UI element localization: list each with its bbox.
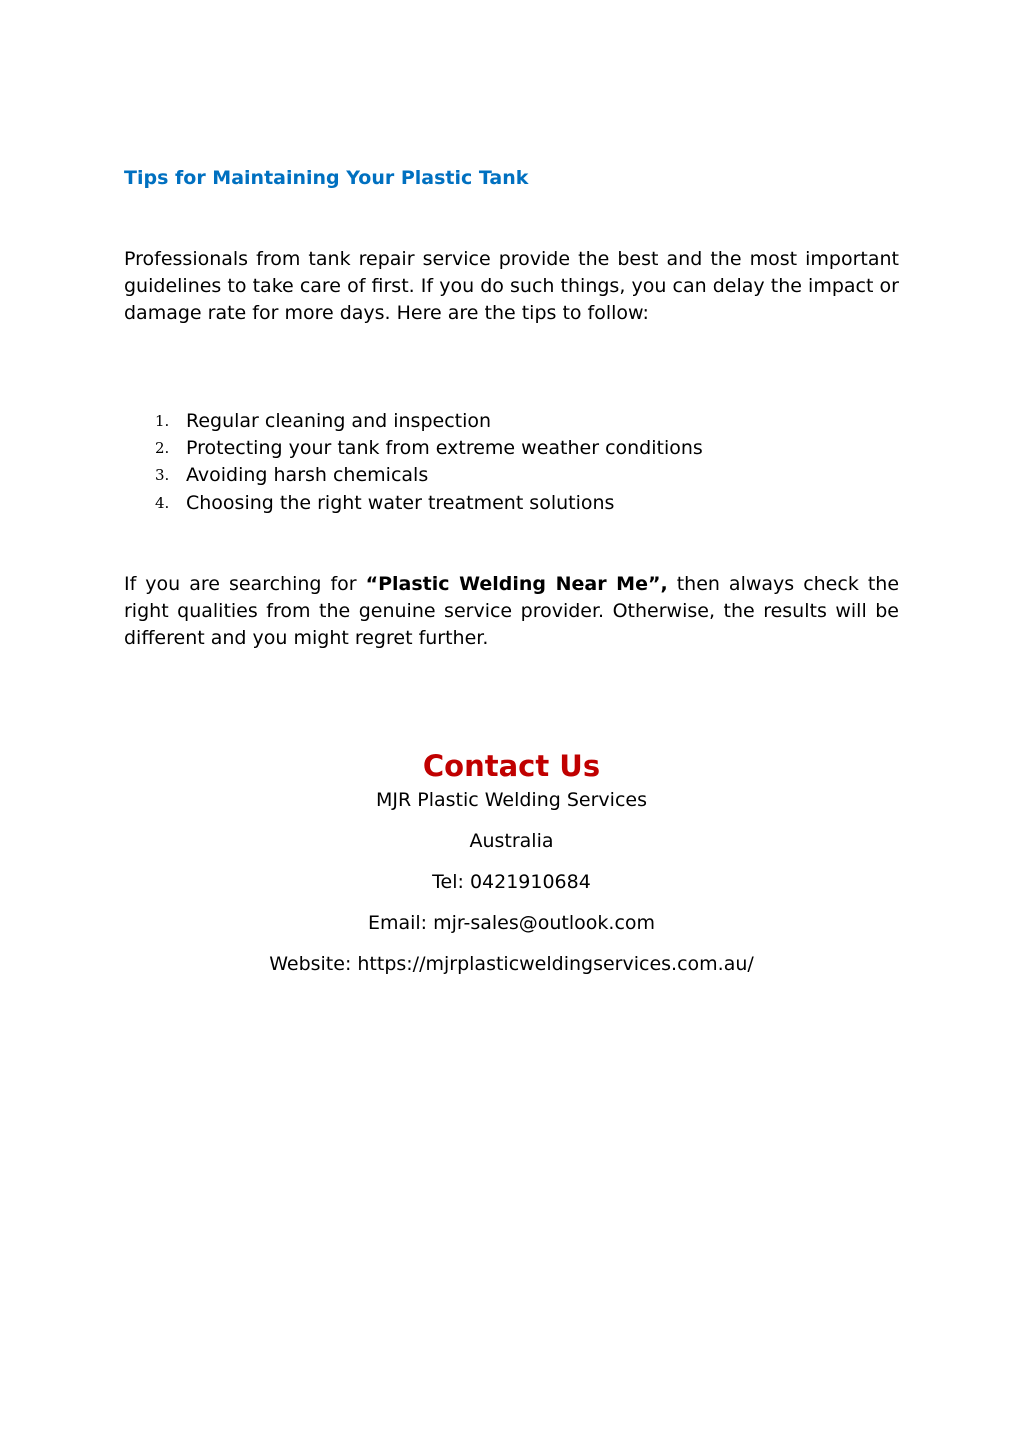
list-item-number: 3. bbox=[155, 466, 170, 485]
list-item bbox=[124, 490, 899, 517]
contact-country: Australia bbox=[469, 830, 554, 852]
contact-phone: Tel: 0421910684 bbox=[432, 871, 591, 893]
list-item-text: Avoiding harsh chemicals bbox=[186, 464, 429, 487]
list-item-text: Choosing the right water treatment solutions bbox=[186, 491, 615, 514]
tips-list bbox=[124, 408, 899, 517]
list-item-text: Regular cleaning and inspection bbox=[186, 410, 492, 432]
list-item-text: Protecting your tank from extreme weather conditions bbox=[186, 437, 703, 460]
list-item bbox=[124, 462, 899, 489]
list-item bbox=[124, 435, 899, 462]
contact-title: Contact Us bbox=[422, 749, 601, 783]
list-item bbox=[124, 408, 899, 435]
intro-paragraph: Professionals from tank repair service provide the best and the most important guidelines to take care of first. If you do such things, you can delay the impact or damage rate for more days. Here are the tips to follow: bbox=[124, 248, 899, 325]
closing-paragraph bbox=[124, 571, 899, 653]
list-item-number: 1. bbox=[155, 412, 170, 430]
contact-section bbox=[0, 745, 1023, 978]
section-heading: Tips for Maintaining Your Plastic Tank bbox=[124, 167, 529, 189]
document-page bbox=[124, 0, 899, 1447]
company-name: MJR Plastic Welding Services bbox=[376, 789, 647, 811]
keyword-emphasis: “Plastic Welding Near Me”, bbox=[365, 573, 668, 595]
contact-email: Email: mjr-sales@outlook.com bbox=[367, 912, 656, 934]
closing-text-before: If you are searching for bbox=[124, 573, 366, 595]
list-item-number: 4. bbox=[155, 493, 170, 512]
contact-website: Website: https://mjrplasticweldingservices.com.au/ bbox=[269, 953, 754, 975]
list-item-number: 2. bbox=[155, 439, 170, 458]
closing-text-after: then always check the right qualities from the genuine service provider. Otherwise, the results will be different and you might regret further. bbox=[124, 573, 900, 650]
